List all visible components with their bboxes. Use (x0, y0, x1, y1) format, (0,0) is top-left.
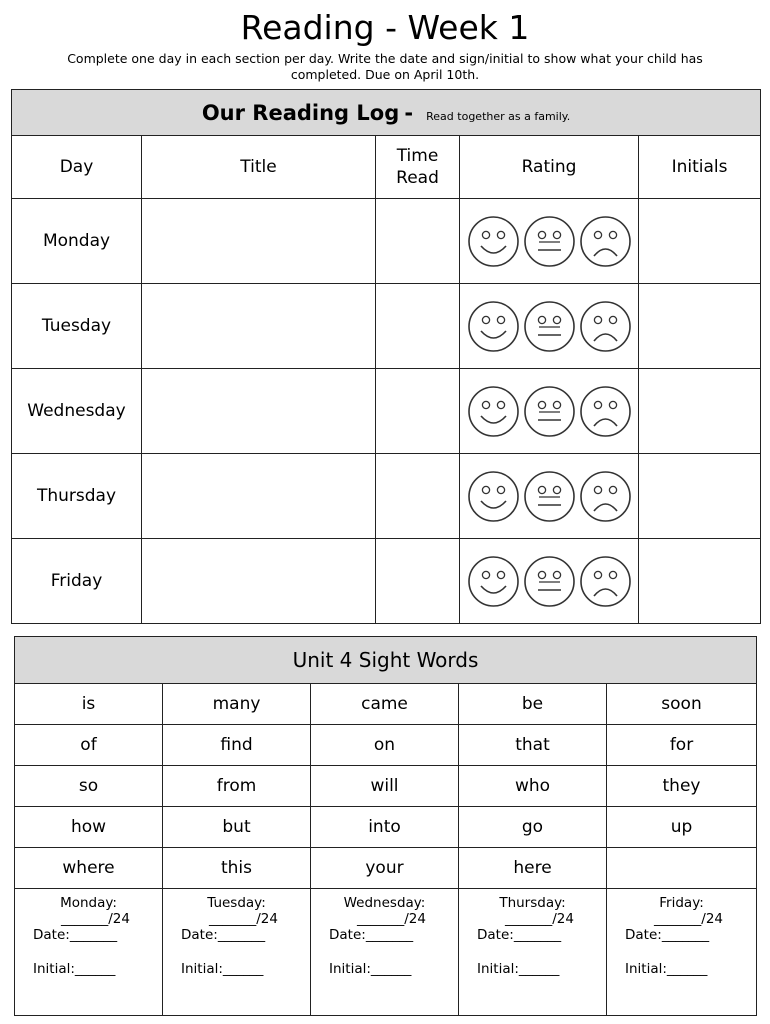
day-row (12, 539, 761, 624)
title-cell[interactable] (142, 369, 376, 454)
sad-face-icon[interactable] (579, 555, 632, 608)
sight-word: this (163, 848, 311, 889)
day-label: Tuesday (12, 284, 142, 369)
signoff-score: _______/24 (209, 911, 278, 927)
title-cell[interactable] (142, 454, 376, 539)
sight-word: find (163, 725, 311, 766)
signoff-date: Date:_______ (625, 927, 710, 943)
sad-face-icon[interactable] (579, 470, 632, 523)
sight-word-row (15, 807, 757, 848)
sight-word: but (163, 807, 311, 848)
signoff-initial: Initial:______ (329, 961, 412, 977)
reading-log-subheading: Read together as a family. (426, 109, 571, 123)
sight-word: so (15, 766, 163, 807)
sight-word-row (15, 684, 757, 725)
sight-word: into (311, 807, 459, 848)
initials-cell[interactable] (639, 199, 761, 284)
neutral-face-icon[interactable] (523, 385, 576, 438)
initials-cell[interactable] (639, 539, 761, 624)
sight-word: go (459, 807, 607, 848)
signoff-initial: Initial:______ (181, 961, 264, 977)
signoff-day: Monday: (60, 895, 117, 911)
signoff-cell[interactable] (459, 889, 607, 1016)
signoff-cell[interactable] (163, 889, 311, 1016)
day-row (12, 454, 761, 539)
signoff-date: Date:_______ (33, 927, 118, 943)
signoff-date: Date:_______ (329, 927, 414, 943)
sight-word: soon (607, 684, 757, 725)
signoff-initial: Initial:______ (477, 961, 560, 977)
sight-word-row (15, 766, 757, 807)
rating-cell (460, 539, 639, 624)
sight-word: your (311, 848, 459, 889)
sight-word: that (459, 725, 607, 766)
col-title: Title (142, 136, 376, 199)
sad-face-icon[interactable] (579, 215, 632, 268)
happy-face-icon[interactable] (467, 300, 520, 353)
neutral-face-icon[interactable] (523, 300, 576, 353)
sight-word: where (15, 848, 163, 889)
neutral-face-icon[interactable] (523, 470, 576, 523)
rating-cell (460, 369, 639, 454)
sight-word: came (311, 684, 459, 725)
sight-word (607, 848, 757, 889)
sight-word: on (311, 725, 459, 766)
signoff-initial: Initial:______ (33, 961, 116, 977)
signoff-cell[interactable] (15, 889, 163, 1016)
happy-face-icon[interactable] (467, 385, 520, 438)
rating-cell (460, 199, 639, 284)
day-row (12, 199, 761, 284)
day-row (12, 284, 761, 369)
signoff-score: _______/24 (505, 911, 574, 927)
signoff-score: _______/24 (654, 911, 723, 927)
signoff-day: Friday: (659, 895, 704, 911)
initials-cell[interactable] (639, 284, 761, 369)
signoff-day: Tuesday: (207, 895, 266, 911)
time-read-cell[interactable] (376, 284, 460, 369)
happy-face-icon[interactable] (467, 215, 520, 268)
neutral-face-icon[interactable] (523, 215, 576, 268)
page-title: Reading - Week 1 (240, 8, 530, 47)
sight-word-row (15, 725, 757, 766)
initials-cell[interactable] (639, 369, 761, 454)
sight-word: will (311, 766, 459, 807)
sight-word: be (459, 684, 607, 725)
sight-word: how (15, 807, 163, 848)
signoff-cell[interactable] (311, 889, 459, 1016)
time-read-cell[interactable] (376, 539, 460, 624)
time-read-cell[interactable] (376, 199, 460, 284)
sight-word: of (15, 725, 163, 766)
signoff-score: _______/24 (357, 911, 426, 927)
time-read-cell[interactable] (376, 369, 460, 454)
happy-face-icon[interactable] (467, 470, 520, 523)
happy-face-icon[interactable] (467, 555, 520, 608)
reading-log-heading: Our Reading Log (201, 100, 400, 125)
rating-cell (460, 284, 639, 369)
day-label: Friday (12, 539, 142, 624)
initials-cell[interactable] (639, 454, 761, 539)
title-cell[interactable] (142, 199, 376, 284)
sad-face-icon[interactable] (579, 385, 632, 438)
col-time-read: Time Read (376, 136, 460, 199)
time-read-cell[interactable] (376, 454, 460, 539)
col-rating: Rating (460, 136, 639, 199)
signoff-day: Wednesday: (343, 895, 426, 911)
rating-cell (460, 454, 639, 539)
sight-word: is (15, 684, 163, 725)
sight-word: from (163, 766, 311, 807)
signoff-date: Date:_______ (181, 927, 266, 943)
signoff-day: Thursday: (499, 895, 566, 911)
day-row (12, 369, 761, 454)
title-cell[interactable] (142, 539, 376, 624)
instructions: Complete one day in each section per day. Write the date and sign/initial to show what your child has completed. Due on April 10th. (67, 51, 703, 82)
title-cell[interactable] (142, 284, 376, 369)
reading-log-heading-cell (12, 90, 761, 136)
signoff-cell[interactable] (607, 889, 757, 1016)
reading-log-header (12, 90, 761, 136)
reading-log-table (11, 89, 761, 624)
signoff-date: Date:_______ (477, 927, 562, 943)
col-initials: Initials (639, 136, 761, 199)
sight-word: many (163, 684, 311, 725)
column-header-row (12, 136, 761, 199)
sight-word: they (607, 766, 757, 807)
day-label: Monday (12, 199, 142, 284)
sad-face-icon[interactable] (579, 300, 632, 353)
day-label: Wednesday (12, 369, 142, 454)
signoff-score: _______/24 (61, 911, 130, 927)
sight-words-table (14, 636, 757, 1016)
sight-words-heading: Unit 4 Sight Words (15, 637, 757, 684)
neutral-face-icon[interactable] (523, 555, 576, 608)
signoff-row (15, 889, 757, 1016)
signoff-initial: Initial:______ (625, 961, 708, 977)
sight-word: who (459, 766, 607, 807)
sight-word: for (607, 725, 757, 766)
day-label: Thursday (12, 454, 142, 539)
sight-word-row (15, 848, 757, 889)
col-day: Day (12, 136, 142, 199)
sight-word: here (459, 848, 607, 889)
sight-word: up (607, 807, 757, 848)
heading-dash: - (404, 100, 414, 125)
